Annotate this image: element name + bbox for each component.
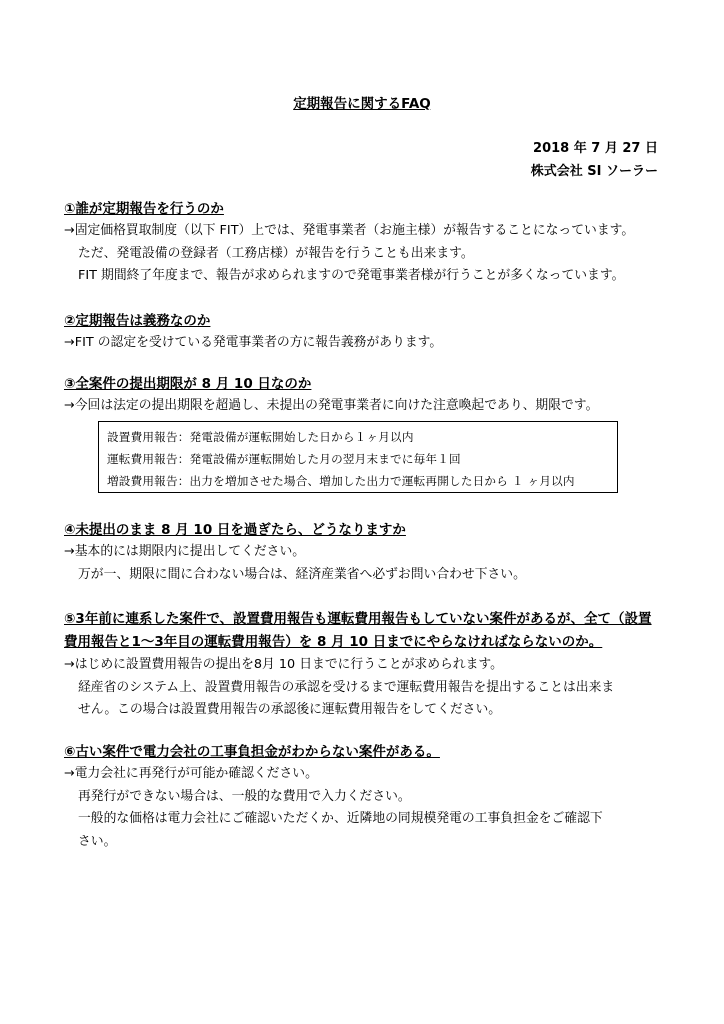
faq-answer-line: →電力会社に再発行が可能か確認ください。 <box>64 766 318 781</box>
faq-answer-line: 再発行ができない場合は、一般的な費用で入力ください。 <box>78 788 411 804</box>
faq-answer-line: →固定価格買取制度（以下 FIT）上では、発電事業者（お施主様）が報告することになっています。 <box>64 223 635 238</box>
faq-answer-line: さい。 <box>78 833 117 849</box>
company-name: 株式会社 SI ソーラー <box>530 164 658 179</box>
faq-question-4: ④未提出のまま 8 月 10 日を過ぎたら、どうなりますか <box>64 522 406 538</box>
faq-answer-line: せん。この場合は設置費用報告の承認後に運転費用報告をしてください。 <box>78 702 502 717</box>
faq-answer-line: →はじめに設置費用報告の提出を8月 10 日までに行うことが求められます。 <box>64 657 503 672</box>
faq-question-5: ⑤3年前に連系した案件で、設置費用報告も運転費用報告もしていない案件があるが、全て（設置費用報告と1～3年目の運転費用報告）を 8 月 10 日までにやらなければならないのか。 <box>64 611 652 650</box>
faq-section-3 <box>64 373 664 418</box>
deadline-box <box>98 421 618 493</box>
faq-question-1: ①誰が定期報告を行うのか <box>64 201 224 217</box>
faq-answer-line: 万が一、期限に間に合わない場合は、経済産業省へ必ずお問い合わせ下さい。 <box>78 566 526 582</box>
faq-section-1 <box>64 198 664 288</box>
faq-section-2 <box>64 310 664 355</box>
faq-answer-line: →今回は法定の提出期限を超過し、未提出の発電事業者に向けた注意喚起であり、期限です。 <box>64 398 599 413</box>
faq-question-2: ②定期報告は義務なのか <box>64 313 211 329</box>
deadline-item: 設置費用報告：発電設備が運転開始した日から１ヶ月以内 <box>107 430 414 444</box>
document-date: 2018 年 7 月 27 日 <box>533 141 658 156</box>
faq-question-3: ③全案件の提出期限が 8 月 10 日なのか <box>64 376 312 392</box>
faq-answer-line: →FIT の認定を受けている発電事業者の方に報告義務があります。 <box>64 335 443 350</box>
faq-question-6: ⑥古い案件で電力会社の工事負担金がわからない案件がある。 <box>64 744 440 760</box>
faq-answer-line: ただ、発電設備の登録者（工務店様）が報告を行うことも出来ます。 <box>78 245 474 261</box>
faq-section-4 <box>64 519 664 586</box>
faq-answer-line: FIT 期間終了年度まで、報告が求められますので発電事業者様が行うことが多くなっています。 <box>78 268 625 283</box>
faq-answer-line: 経産省のシステム上、設置費用報告の承認を受けるまで運転費用報告を提出することは出来ま <box>78 679 615 695</box>
document-title: 定期報告に関するFAQ <box>293 96 431 112</box>
deadline-item: 増設費用報告：出力を増加させた場合、増加した出力で運転再開した日から １ ヶ月以内 <box>107 474 575 488</box>
faq-answer-line: 一般的な価格は電力会社にご確認いただくか、近隣地の同規模発電の工事負担金をご確認下 <box>78 811 603 826</box>
faq-section-6 <box>64 741 664 853</box>
deadline-item: 運転費用報告：発電設備が運転開始した月の翌月末までに毎年１回 <box>107 452 461 466</box>
faq-section-5 <box>64 608 664 722</box>
faq-answer-line: →基本的には期限内に提出してください。 <box>64 544 306 559</box>
